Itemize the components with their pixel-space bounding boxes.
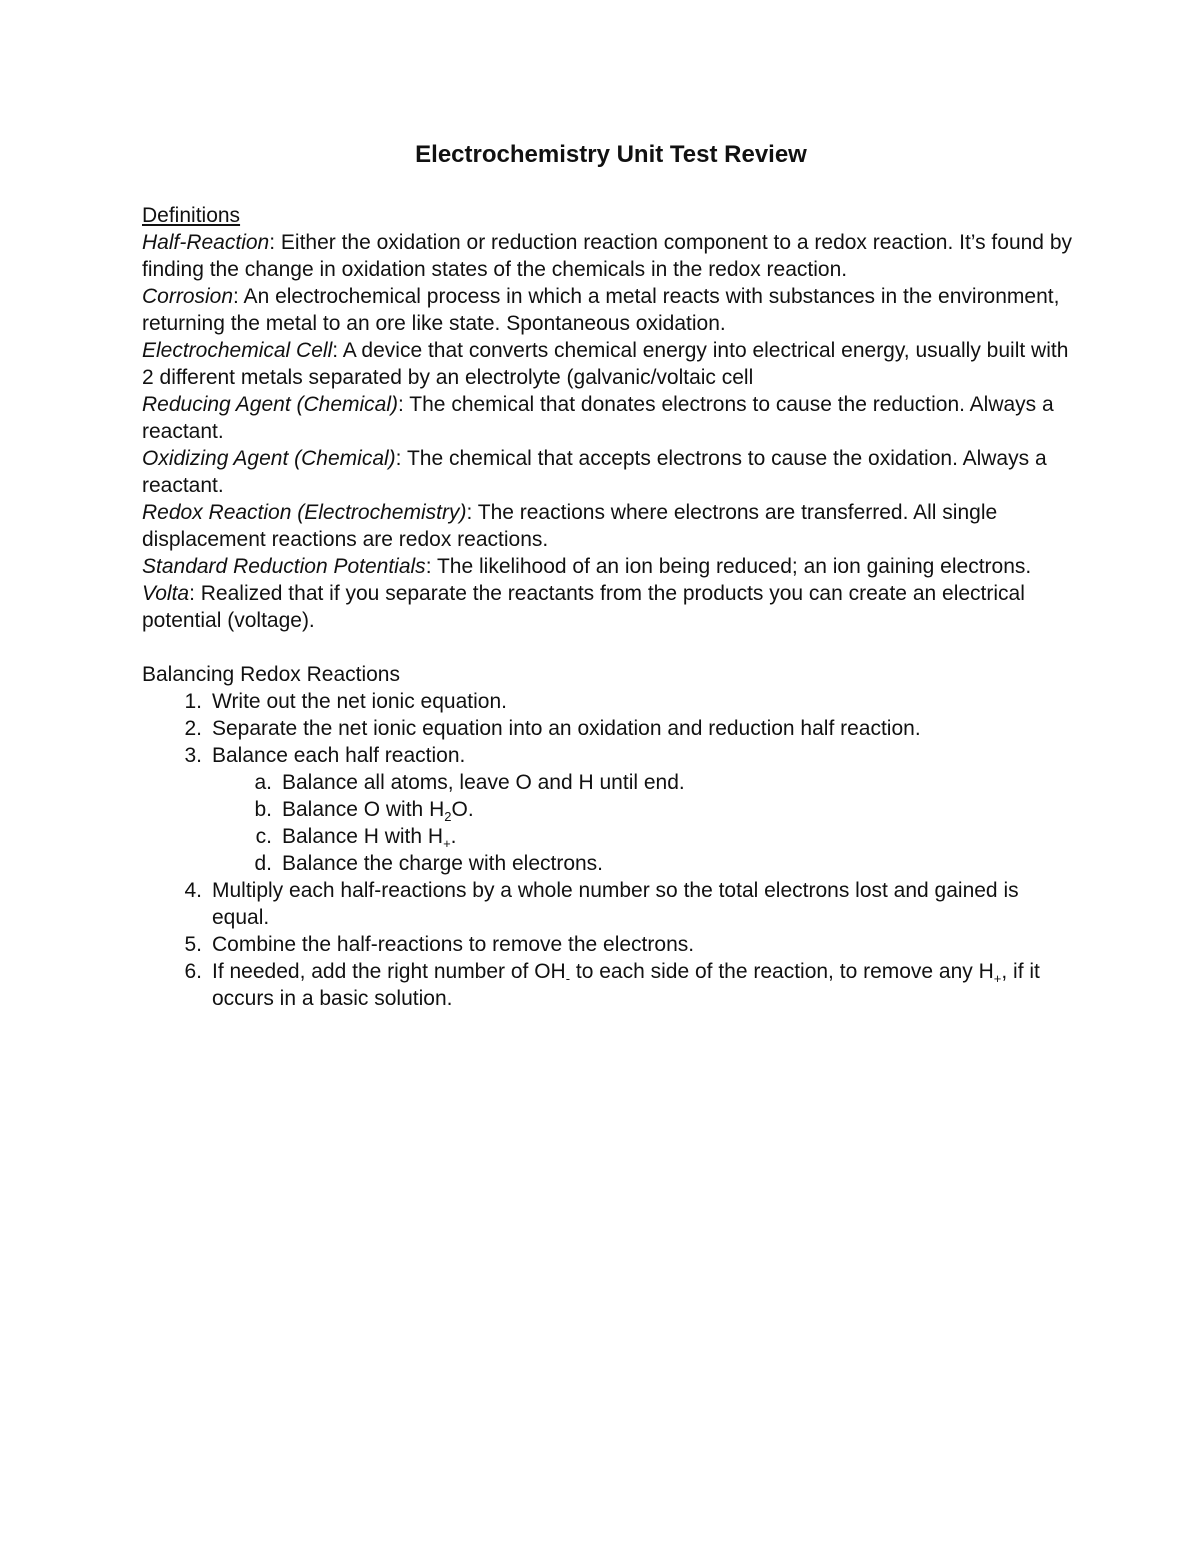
- step-text: Balance each half reaction.: [212, 744, 466, 767]
- page-title: Electrochemistry Unit Test Review: [415, 141, 807, 168]
- superscript-charge: +: [443, 836, 451, 852]
- superscript-charge: -: [565, 971, 571, 987]
- definition-term: Standard Reduction Potentials: [142, 555, 426, 578]
- list-item: [142, 742, 1072, 877]
- list-item: [212, 769, 1072, 796]
- list-item: [142, 931, 1072, 958]
- definition-electrochemical-cell: [142, 337, 1072, 391]
- substep-text: Balance O with H: [282, 798, 445, 821]
- step-number: 6.: [184, 960, 202, 983]
- section-spacer: [142, 634, 1072, 661]
- definition-term: Half-Reaction: [142, 231, 270, 254]
- substep-text: .: [450, 825, 457, 848]
- substep-letter: d.: [254, 852, 272, 875]
- definition-text: : The likelihood of an ion being reduced; an ion gaining electrons.: [425, 555, 1032, 578]
- list-item: [142, 877, 1072, 931]
- step-number: 5.: [184, 933, 202, 956]
- definition-term: Reducing Agent (Chemical): [142, 393, 399, 416]
- step-text: Combine the half-reactions to remove the electrons.: [212, 933, 695, 956]
- list-item: [212, 823, 1072, 850]
- definition-redox-reaction: [142, 499, 1072, 553]
- definition-reducing-agent: [142, 391, 1072, 445]
- step-number: 2.: [184, 717, 202, 740]
- definition-term: Corrosion: [142, 285, 234, 308]
- balancing-heading: Balancing Redox Reactions: [142, 663, 400, 686]
- definition-corrosion: [142, 283, 1072, 337]
- balancing-steps-list: [142, 688, 1072, 1012]
- definition-text: : Either the oxidation or reduction reaction component to a redox reaction. It’s found by finding the change in oxidation states of the chemicals in the redox reaction.: [142, 231, 1072, 281]
- step-number: 1.: [184, 690, 202, 713]
- definition-text: : An electrochemical process in which a metal reacts with substances in the environment, returning the metal to an ore like state. Spontaneous oxidation.: [142, 285, 1060, 335]
- list-item: [212, 796, 1072, 823]
- substep-letter: b.: [254, 798, 272, 821]
- definition-text: : A device that converts chemical energy into electrical energy, usually built with 2 different metals separated by an electrolyte (galvanic/voltaic cell: [142, 339, 1069, 389]
- balancing-substeps-list: [212, 769, 1072, 877]
- step-number: 3.: [184, 744, 202, 767]
- definition-volta: [142, 580, 1072, 634]
- definition-term: Volta: [142, 582, 190, 605]
- substep-text: Balance the charge with electrons.: [282, 852, 604, 875]
- step-text: to each side of the reaction, to remove any H: [570, 960, 994, 983]
- list-item: [212, 850, 1072, 877]
- superscript-charge: +: [993, 971, 1002, 987]
- definition-oxidizing-agent: [142, 445, 1072, 499]
- definition-term: Oxidizing Agent (Chemical): [142, 447, 396, 470]
- list-item: [142, 958, 1072, 1012]
- definition-standard-reduction-potentials: [142, 553, 1072, 580]
- step-text: , if it occurs in a basic solution.: [212, 960, 1040, 1010]
- substep-letter: a.: [254, 771, 272, 794]
- definition-text: : The reactions where electrons are transferred. All single displacement reactions are redox reactions.: [142, 501, 998, 551]
- step-text: If needed, add the right number of OH: [212, 960, 566, 983]
- step-number: 4.: [184, 879, 202, 902]
- step-text: Multiply each half-reactions by a whole number so the total electrons lost and gained is equal.: [212, 879, 1019, 929]
- step-text: Separate the net ionic equation into an oxidation and reduction half reaction.: [212, 717, 921, 740]
- definition-text: : Realized that if you separate the reactants from the products you can create an electrical potential (voltage).: [142, 582, 1025, 632]
- list-item: [142, 688, 1072, 715]
- substep-text: O.: [451, 798, 474, 821]
- subscript: 2: [444, 809, 452, 825]
- definition-term: Redox Reaction (Electrochemistry): [142, 501, 467, 524]
- document-page: [142, 140, 1072, 1012]
- definitions-heading: Definitions: [142, 204, 241, 227]
- step-text: Write out the net ionic equation.: [212, 690, 507, 713]
- list-item: [142, 715, 1072, 742]
- substep-text: Balance all atoms, leave O and H until end.: [282, 771, 685, 794]
- definition-text: : The chemical that accepts electrons to cause the oxidation. Always a reactant.: [142, 447, 1047, 497]
- substep-letter: c.: [255, 825, 272, 848]
- definition-text: : The chemical that donates electrons to cause the reduction. Always a reactant.: [142, 393, 1054, 443]
- definition-term: Electrochemical Cell: [142, 339, 333, 362]
- substep-text: Balance H with H: [282, 825, 444, 848]
- definition-half-reaction: [142, 229, 1072, 283]
